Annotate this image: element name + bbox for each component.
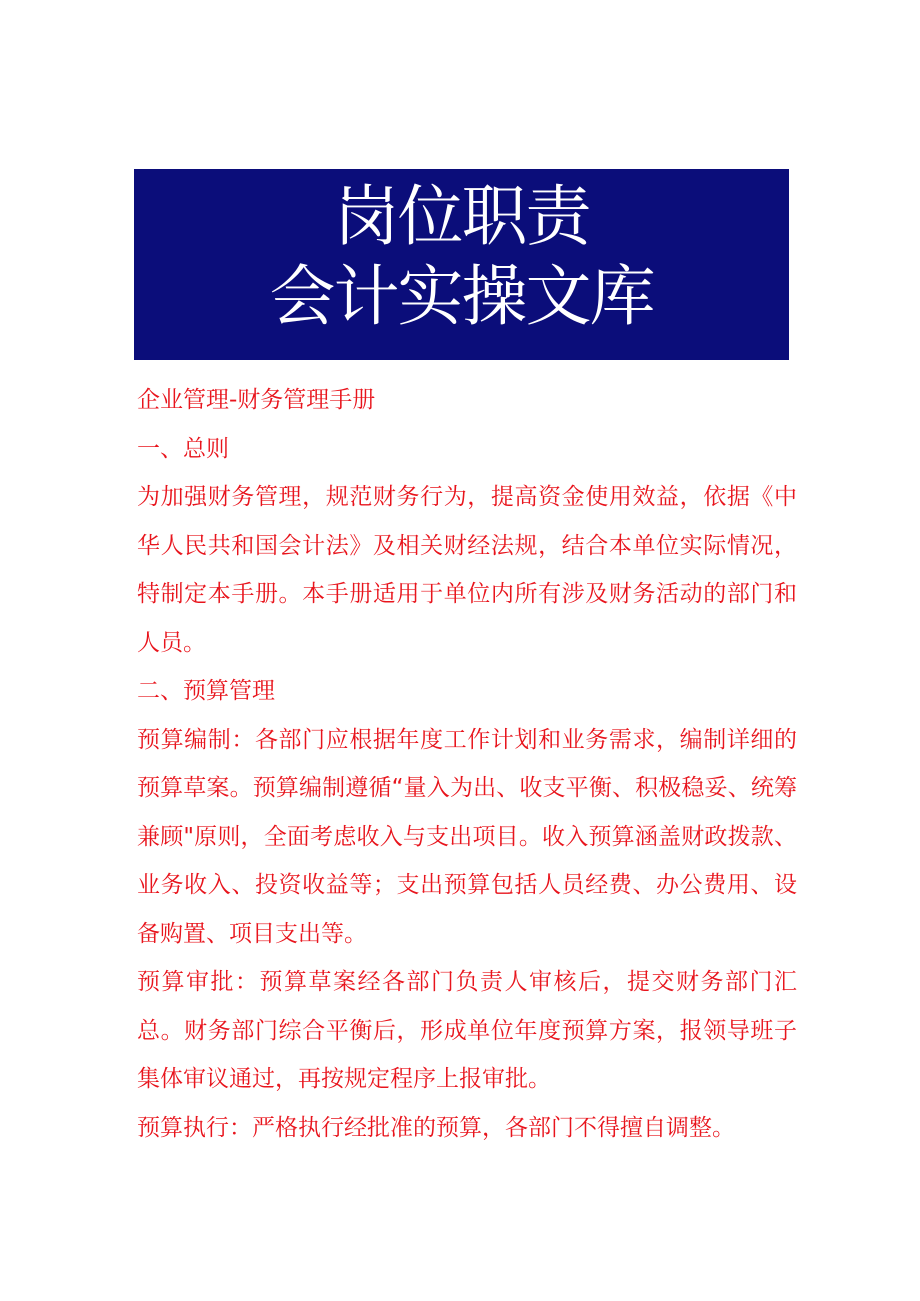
section-general-paragraph: 为加强财务管理，规范财务行为，提高资金使用效益，依据《中华人民共和国会计法》及相关财经法规，结合本单位实际情况，特制定本手册。本手册适用于单位内所有涉及财务活动的部门和人员。 xyxy=(137,484,797,656)
banner-title-line1: 岗位职责 xyxy=(333,178,590,255)
title-banner xyxy=(134,169,789,360)
budget-execution-paragraph: 预算执行：严格执行经批准的预算，各部门不得擅自调整。 xyxy=(137,1114,735,1141)
budget-compilation-paragraph: 预算编制：各部门应根据年度工作计划和业务需求，编制详细的预算草案。预算编制遵循“量入为出、收支平衡、积极稳妥、统筹兼顾"原则，全面考虑收入与支出项目。收入预算涵盖财政拨款、业务收入、投资收益等；支出预算包括人员经费、办公费用、设备购置、项目支出等。 xyxy=(137,726,797,947)
section-heading-budget: 二、预算管理 xyxy=(137,678,275,704)
document-subtitle: 企业管理-财务管理手册 xyxy=(137,387,376,413)
section-heading-general: 一、总则 xyxy=(137,435,229,462)
budget-approval-paragraph: 预算审批：预算草案经各部门负责人审核后，提交财务部门汇总。财务部门综合平衡后，形成单位年度预算方案，报领导班子集体审议通过，再按规定程序上报审批。 xyxy=(137,969,797,1092)
banner-title-line2: 会计实操文库 xyxy=(269,258,654,335)
document-body xyxy=(137,376,797,1152)
